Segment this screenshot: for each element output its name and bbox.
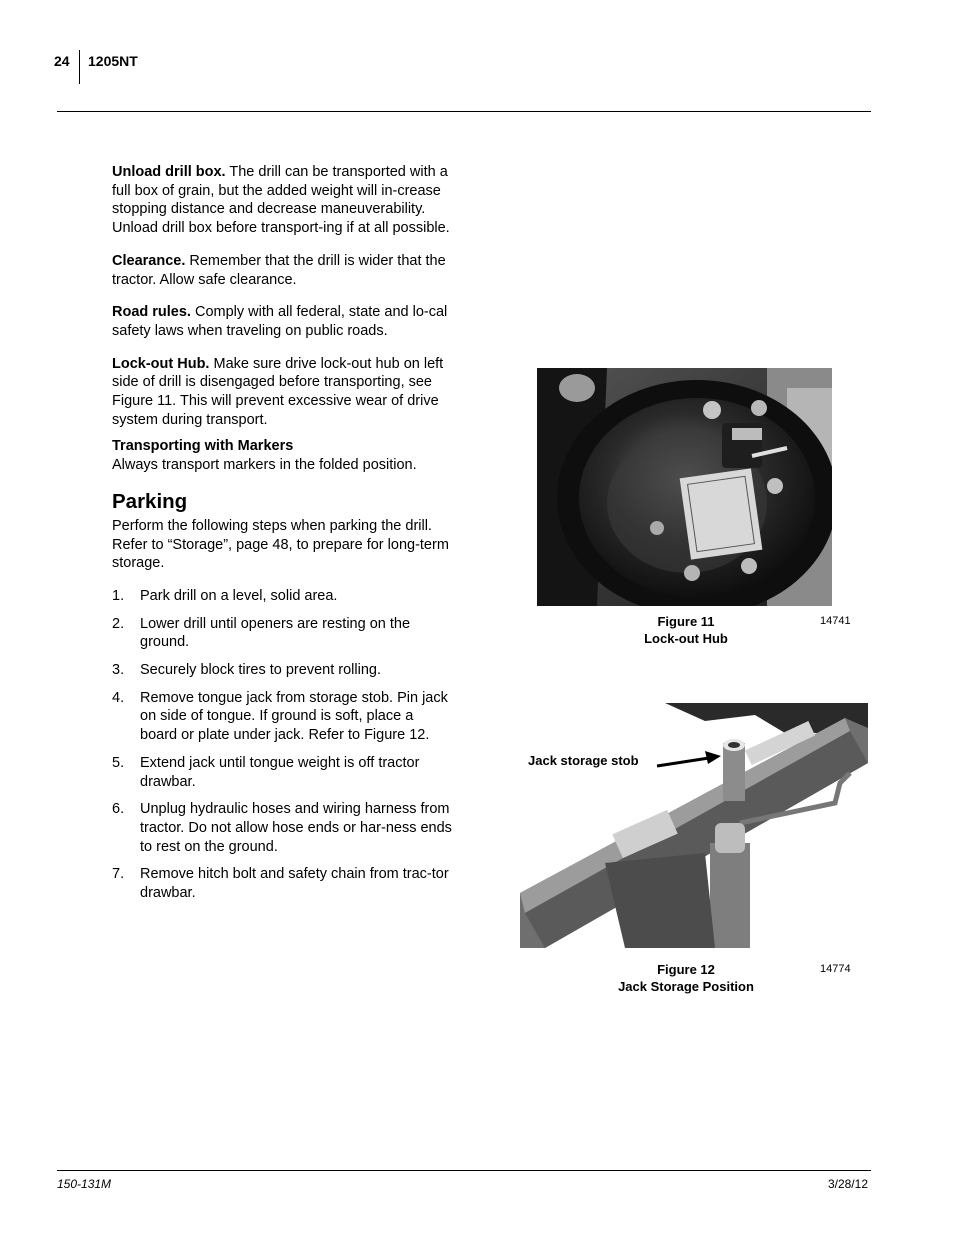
- step-text: Remove tongue jack from storage stob. Pin jack on side of tongue. If ground is soft, place a board or plate under jack. Refer to Figure 12.: [140, 689, 448, 744]
- para-text: The drill can be transported with a full box of grain, but the added weight will in-crease stopping distance and decrease maneuverability. Unload drill box before transport-ing if at all possible.: [112, 164, 450, 237]
- header-divider: [79, 50, 80, 84]
- step-text: Remove hitch bolt and safety chain from trac-tor drawbar.: [140, 866, 449, 902]
- paragraph-road-rules: [112, 303, 452, 340]
- figure-11-photo: [537, 368, 832, 606]
- list-item: [112, 615, 452, 652]
- section-heading-parking: Parking: [112, 489, 188, 513]
- figure-title: Lock-out Hub: [644, 631, 728, 646]
- figure-number: Figure 11: [657, 614, 715, 629]
- step-number: 1.: [112, 587, 125, 604]
- step-number: 5.: [112, 754, 125, 771]
- para-title: Unload drill box.: [112, 164, 226, 180]
- figure-12-photo: [505, 703, 868, 948]
- callout-arrow-icon: [655, 750, 725, 772]
- parking-steps-list: [112, 587, 452, 903]
- list-item: [112, 689, 452, 745]
- figure-title: Jack Storage Position: [618, 979, 754, 994]
- subheading-transporting-markers: Transporting with Markers: [112, 438, 294, 455]
- list-item: [112, 754, 452, 791]
- step-number: 3.: [112, 662, 125, 679]
- left-column: [112, 163, 452, 912]
- para-text: Make sure drive lock-out hub on left side of drill is disengaged before transporting, see Figure 11. This will prevent excessive wear of drive system during transport.: [112, 355, 444, 428]
- figure-11-id: 14741: [820, 615, 851, 627]
- page-number: 24: [54, 53, 70, 69]
- step-text: Extend jack until tongue weight is off tractor drawbar.: [140, 754, 420, 790]
- step-text: Unplug hydraulic hoses and wiring harness from tractor. Do not allow hose ends or har-ness ends to rest on the ground.: [140, 801, 452, 855]
- figure-number: Figure 12: [657, 962, 715, 977]
- list-item: [112, 800, 452, 856]
- step-number: 4.: [112, 689, 125, 706]
- figure-12-caption: [606, 961, 766, 995]
- paragraph-unload-drill-box: [112, 163, 452, 238]
- step-number: 7.: [112, 866, 125, 883]
- footer-rule: [57, 1170, 871, 1171]
- paragraph-markers: Always transport markers in the folded position.: [112, 457, 417, 474]
- step-text: Securely block tires to prevent rolling.: [140, 662, 381, 679]
- step-text: Park drill on a level, solid area.: [140, 587, 338, 604]
- step-number: 2.: [112, 615, 125, 632]
- step-number: 6.: [112, 801, 125, 818]
- para-text: Comply with all federal, state and lo-cal safety laws when traveling on public roads.: [112, 304, 448, 339]
- step-text: Lower drill until openers are resting on the ground.: [140, 615, 411, 651]
- para-title: Road rules.: [112, 304, 191, 321]
- paragraph-parking-intro: Perform the following steps when parking the drill. Refer to “Storage”, page 48, to prepare for long-term storage.: [112, 517, 449, 572]
- para-title: Lock-out Hub.: [112, 355, 210, 372]
- model-name: 1205NT: [88, 53, 138, 69]
- paragraph-clearance: [112, 252, 452, 289]
- figure-11-caption: [626, 613, 746, 647]
- list-item: [112, 661, 452, 680]
- list-item: [112, 587, 452, 606]
- figure-12-callout: Jack storage stob: [528, 753, 639, 768]
- footer-doc-number: 150-131M: [57, 1177, 112, 1191]
- para-text: Remember that the drill is wider that the tractor. Allow safe clearance.: [112, 252, 446, 288]
- paragraph-lock-out-hub: [112, 355, 452, 430]
- list-item: [112, 865, 452, 902]
- para-title: Clearance.: [112, 252, 186, 269]
- footer-date: 3/28/12: [827, 1177, 868, 1191]
- header-rule: [57, 111, 871, 112]
- figure-12-id: 14774: [820, 963, 851, 975]
